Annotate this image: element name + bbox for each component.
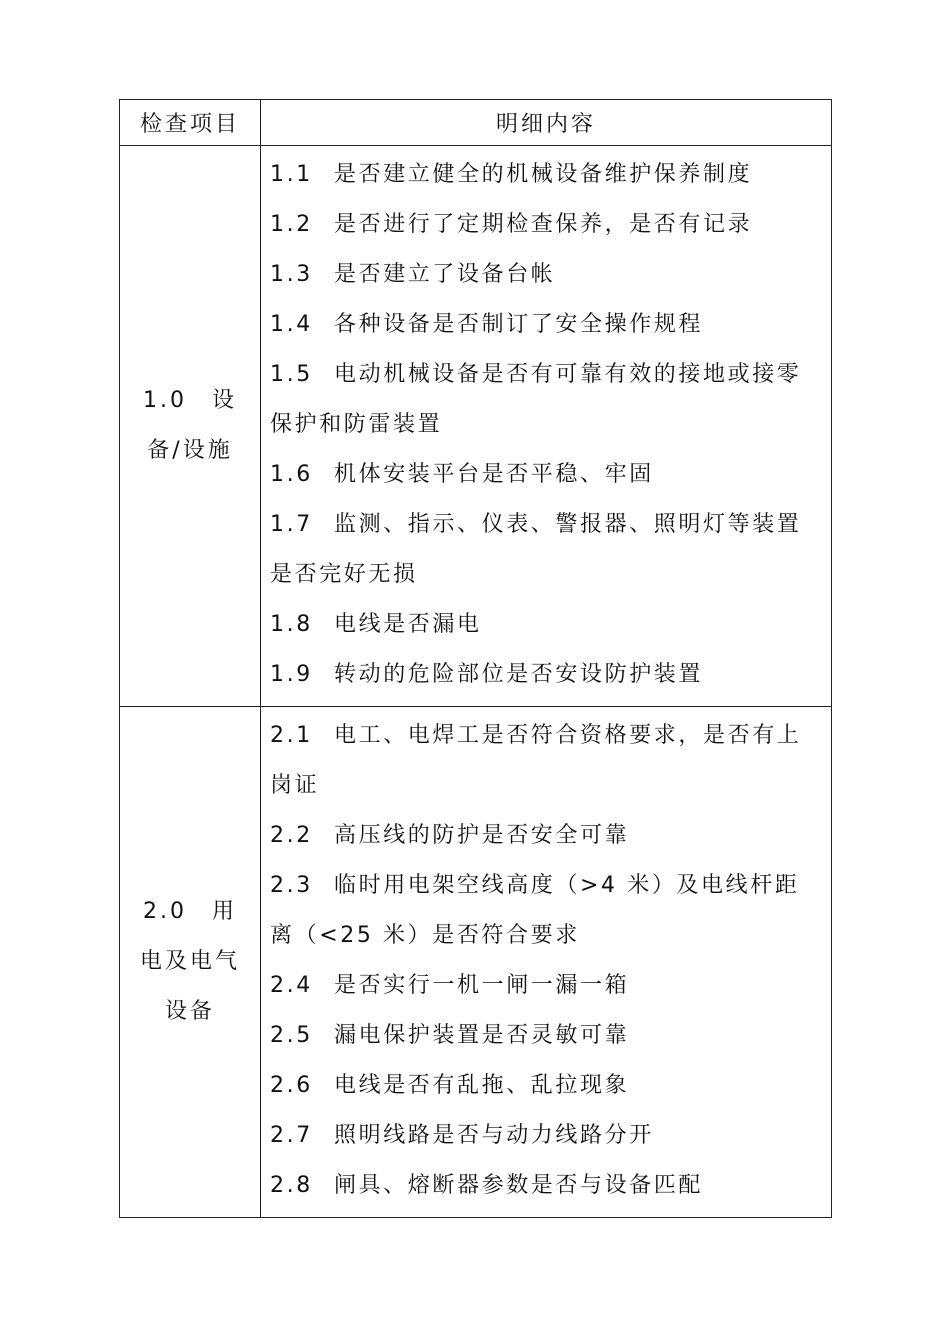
list-item [270, 450, 823, 500]
list-item [270, 250, 823, 300]
list-item [270, 500, 823, 600]
section-items-cell [261, 707, 832, 1218]
section-label: 1.0 设备/设施 [143, 388, 237, 463]
item-text: 照明线路是否与动力线路分开 [334, 1123, 654, 1148]
item-number: 2.4 [270, 973, 313, 998]
item-number: 2.8 [270, 1173, 313, 1198]
list-item [270, 1011, 823, 1061]
header-detail-content: 明细内容 [261, 100, 832, 146]
item-number: 1.3 [270, 262, 313, 287]
item-text: 是否进行了定期检查保养，是否有记录 [334, 212, 753, 237]
item-number: 2.1 [270, 723, 313, 748]
list-item [270, 1161, 823, 1211]
section-items-cell [261, 146, 832, 707]
section-row-electrical [120, 707, 832, 1218]
section-row-equipment [120, 146, 832, 707]
item-text: 转动的危险部位是否安设防护装置 [334, 662, 704, 687]
item-number: 1.4 [270, 312, 313, 337]
item-number: 1.1 [270, 162, 313, 187]
list-item [270, 861, 823, 961]
item-number: 1.5 [270, 362, 313, 387]
list-item [270, 961, 823, 1011]
item-number: 2.3 [270, 873, 313, 898]
item-number: 2.6 [270, 1073, 313, 1098]
item-number: 2.7 [270, 1123, 313, 1148]
item-text: 监测、指示、仪表、警报器、照明灯等装置是否完好无损 [270, 512, 802, 587]
item-number: 1.9 [270, 662, 313, 687]
list-item [270, 711, 823, 811]
list-item [270, 150, 823, 200]
list-item [270, 600, 823, 650]
item-text: 机体安装平台是否平稳、牢固 [334, 462, 654, 487]
item-text: 临时用电架空线高度（>4 米）及电线杆距离（<25 米）是否符合要求 [270, 873, 800, 948]
section-label: 2.0 用电及电气设备 [139, 899, 240, 1024]
item-number: 1.2 [270, 212, 313, 237]
list-item [270, 1061, 823, 1111]
item-text: 电工、电焊工是否符合资格要求，是否有上岗证 [270, 723, 802, 798]
item-text: 是否建立健全的机械设备维护保养制度 [334, 162, 753, 187]
item-text: 漏电保护装置是否灵敏可靠 [334, 1023, 630, 1048]
section-label-cell [120, 146, 261, 707]
item-text: 闸具、熔断器参数是否与设备匹配 [334, 1173, 704, 1198]
section-label-cell [120, 707, 261, 1218]
item-number: 1.8 [270, 612, 313, 637]
list-item [270, 650, 823, 700]
list-item [270, 350, 823, 450]
item-text: 是否实行一机一闸一漏一箱 [334, 973, 630, 998]
item-text: 是否建立了设备台帐 [334, 262, 556, 287]
item-number: 2.2 [270, 823, 313, 848]
item-text: 各种设备是否制订了安全操作规程 [334, 312, 704, 337]
list-item [270, 300, 823, 350]
header-inspection-item: 检查项目 [120, 100, 261, 146]
list-item [270, 811, 823, 861]
item-number: 2.5 [270, 1023, 313, 1048]
list-item [270, 1111, 823, 1161]
table-header-row [120, 100, 832, 146]
item-text: 电线是否漏电 [334, 612, 482, 637]
item-number: 1.6 [270, 462, 313, 487]
item-text: 电线是否有乱拖、乱拉现象 [334, 1073, 630, 1098]
list-item [270, 200, 823, 250]
item-number: 1.7 [270, 512, 313, 537]
inspection-table [119, 99, 832, 1218]
item-text: 高压线的防护是否安全可靠 [334, 823, 630, 848]
item-text: 电动机械设备是否有可靠有效的接地或接零保护和防雷装置 [270, 362, 802, 437]
